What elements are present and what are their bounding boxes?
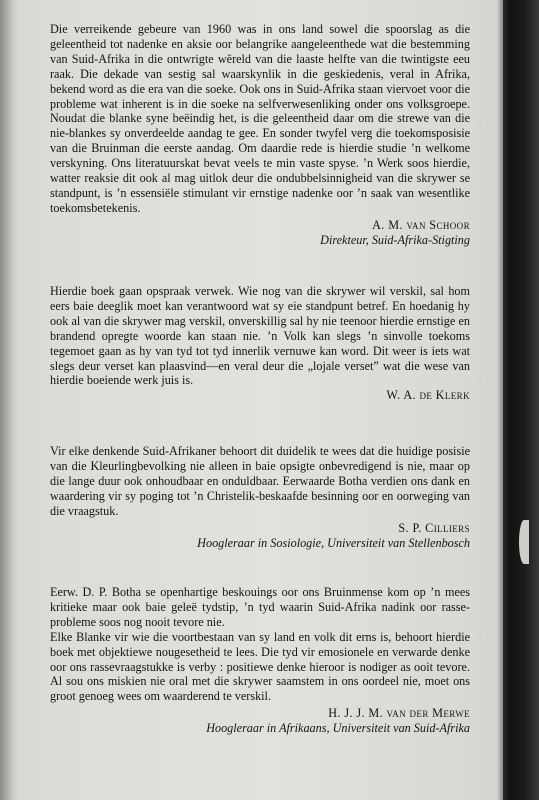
review-signature: H. J. J. M. van der Merwe: [328, 706, 470, 721]
review-paragraph: Vir elke denkende Suid-Afrikaner behoort dit duidelik te wees dat die huidige posisie van die Kleurlingbevolking nie alleen in baie opsigte onbevredigend is nie, maar op die lange duur ook onhoudbaar en onduldbaar. Eerwaarde Botha verdien ons dank en waardering vir sy poging tot ’n Christelik-beskaafde besinning oor en oorweging van die vraagstuk.: [50, 444, 470, 518]
review-paragraph: Eerw. D. P. Botha se openhartige beskouings oor ons Bruinmense kom op ’n mees kritieke maar ook baie geleë tydstip, ’n tyd waarin Suid-Afrika nadink oor rasse-probleme soos nog nooit tevore nie.: [50, 585, 470, 629]
review-paragraph: Elke Blanke vir wie die voortbestaan van sy land en volk dit erns is, behoort hierdie boek met objektiewe nougesetheid te lees. Die tyd vir emosionele en verwarde denke oor ons rassevraagstukke is verby : positiewe denke hieroor is nodiger as ooit tevore. Al sou ons miskien nie oral met die skrywer saamstem in ons oordeel nie, moet ons groot genoeg wees om waarderend te verskil.: [50, 629, 470, 704]
review-author-role: Hoogleraar in Sosiologie, Universiteit van Stellenbosch: [197, 535, 470, 550]
review-author-role: Hoogleraar in Afrikaans, Universiteit van Suid-Afrika: [206, 721, 470, 736]
spine-wear-mark: [519, 520, 529, 564]
book-spine: [503, 0, 539, 800]
review-signature: S. P. Cilliers: [398, 520, 470, 535]
review-signature: A. M. van Schoor: [372, 217, 470, 232]
review-section-4: [50, 585, 470, 736]
review-paragraph: Die verreikende gebeure van 1960 was in ons land sowel die spoorslag as die geleentheid tot nadenke en aksie oor belangrike aangeleenthede wat die bestemming van Suid-Afrika in die ontwrigte wêreld van die laaste helfte van die twintigste eeu raak. Die dekade van sestig sal waarskynlik in die geskiedenis, veral in Afrika, bekend word as die era van die soeke. Ook ons in Suid-Afrika staan viervoet voor die probleme wat inherent is in die soeke na selfverwesenliking onder ons volksgroepe. Noudat die blanke syne beëindig het, is die geleentheid daar om die strewe van die nie-blankes sy onverdeelde aandag te gee. En sonder twyfel verg die toekomsposisie van die Bruinman die eerste aandag. Om daardie rede is hierdie studie ’n welkome verskyning. Ons literatuurskat bevat veels te min vaste spyse. ’n Werk soos hierdie, watter reaksie dit ook al mag uitlok deur die ondubbelsinnigheid van die skrywer se standpunt, is ’n essensiële stimulant vir ernstige nadenke oor ’n saak van wesentlike toekomsbetekenis.: [50, 22, 470, 215]
review-section-2: [50, 284, 470, 403]
review-paragraph: Hierdie boek gaan opspraak verwek. Wie nog van die skrywer wil verskil, sal hom eers baie deeglik moet kan verantwoord wat sy eie standpunt betref. En hoedanig hy ook al van die skrywer mag verskil, onverskillig sal hy nie teenoor hierdie ernstige en brandend opregte woorde kan staan nie. ’n Volk kan slegs ’n sinvolle toekoms tegemoet gaan as hy van tyd tot tyd innerlik vernuwe kan word. Dit weer is iets wat slegs deur verset kan plaasvind—en veral deur die „lojale verset” wat die wese van hierdie boeiende werk juis is.: [50, 284, 470, 388]
review-author-role: Direkteur, Suid-Afrika-Stigting: [320, 232, 470, 247]
review-section-1: [50, 22, 470, 247]
review-signature: W. A. de Klerk: [386, 388, 470, 403]
review-section-3: [50, 444, 470, 550]
